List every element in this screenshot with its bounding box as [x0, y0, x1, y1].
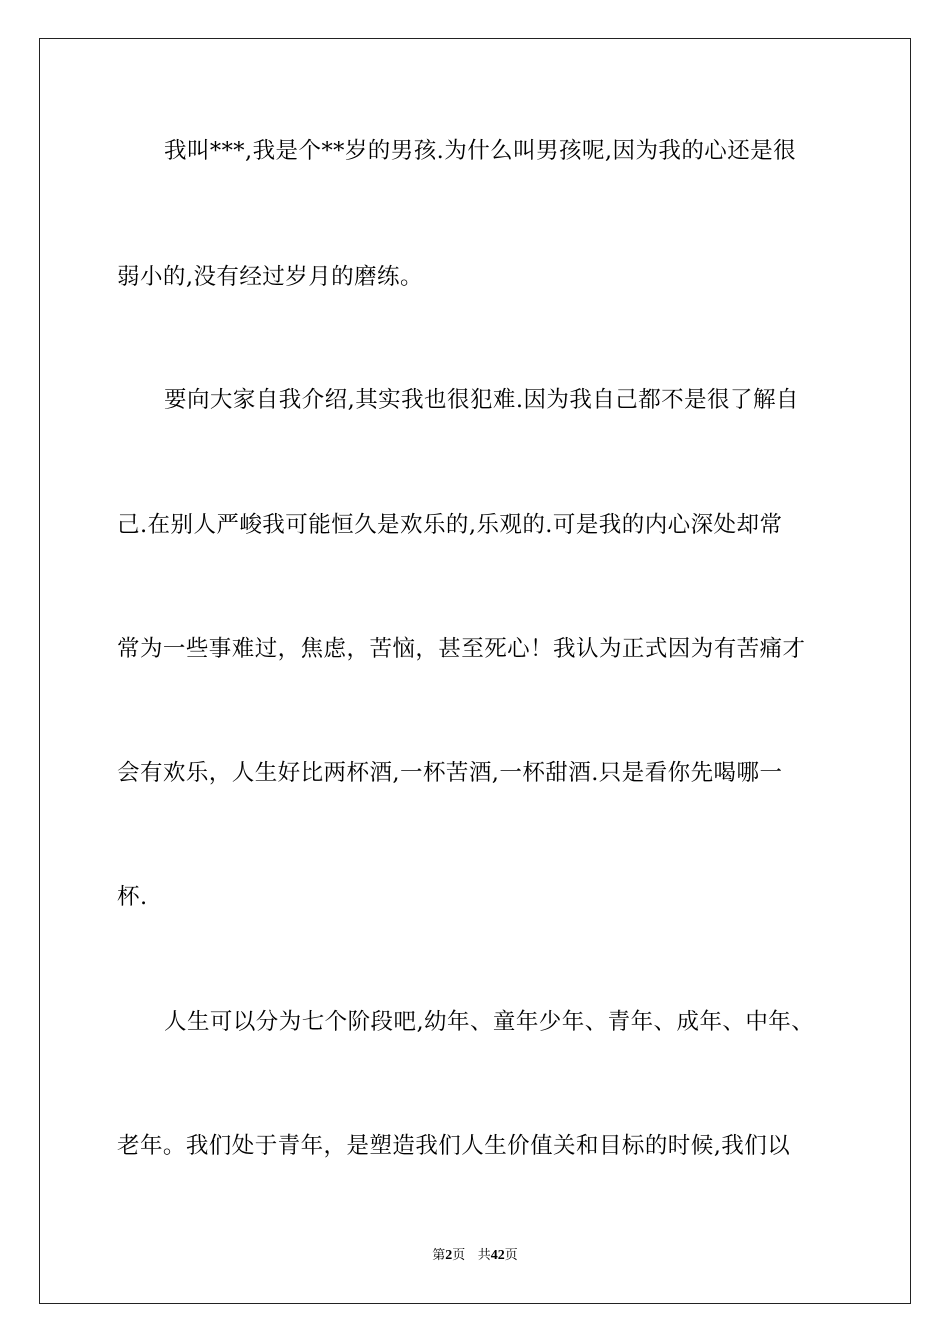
page-suffix: 页: [452, 1248, 466, 1263]
page-border: [39, 38, 911, 1304]
paragraph-2-line-5: 杯.: [117, 884, 148, 910]
page-prefix: 第: [432, 1248, 446, 1263]
paragraph-2-line-1: 要向大家自我介绍,其实我也很犯难.因为我自己都不是很了解自: [164, 387, 799, 413]
paragraph-2-line-3: 常为一些事难过，焦虑，苦恼，甚至死心！我认为正式因为有苦痛才: [117, 636, 806, 662]
page-footer: [0, 1247, 950, 1265]
paragraph-1-line-1: 我叫***,我是个**岁的男孩.为什么叫男孩呢,因为我的心还是很: [164, 138, 797, 164]
total-pages: 42: [490, 1248, 505, 1263]
total-suffix: 页: [504, 1248, 518, 1263]
page-number: 2: [445, 1248, 453, 1263]
paragraph-1-line-2: 弱小的,没有经过岁月的磨练。: [117, 264, 423, 290]
paragraph-3-line-1: 人生可以分为七个阶段吧,幼年、童年少年、青年、成年、中年、: [164, 1009, 815, 1035]
paragraph-2-line-4: 会有欢乐，人生好比两杯酒,一杯苦酒,一杯甜酒.只是看你先喝哪一: [117, 760, 783, 786]
paragraph-2-line-2: 己.在别人严峻我可能恒久是欢乐的,乐观的.可是我的内心深处却常: [117, 512, 783, 538]
total-prefix: 共: [477, 1248, 491, 1263]
paragraph-3-line-2: 老年。我们处于青年，是塑造我们人生价值关和目标的时候,我们以: [117, 1133, 791, 1159]
